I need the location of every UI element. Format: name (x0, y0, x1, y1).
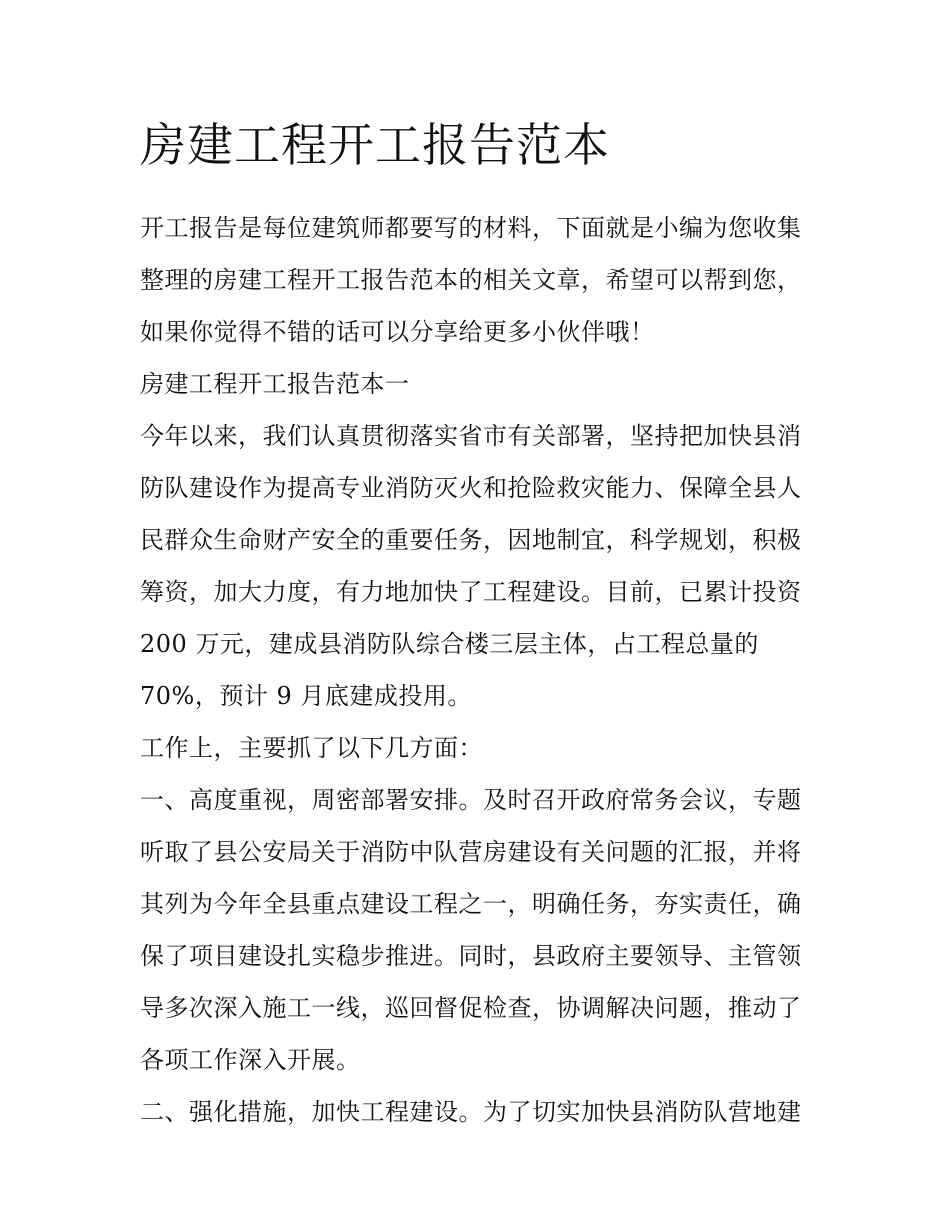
body-line: 工作上，主要抓了以下几方面： (140, 734, 483, 762)
document-body (140, 202, 820, 1138)
body-line: 如果你觉得不错的话可以分享给更多小伙伴哦！ (140, 318, 655, 346)
body-line: 民群众生命财产安全的重要任务，因地制宜，科学规划，积极 (140, 526, 802, 554)
body-line: 听取了县公安局关于消防中队营房建设有关问题的汇报，并将 (140, 838, 802, 866)
body-line: 70%，预计 9 月底建成投用。 (140, 682, 472, 710)
body-line: 一、高度重视，周密部署安排。及时召开政府常务会议，专题 (140, 786, 802, 814)
section-heading: 房建工程开工报告范本一 (140, 370, 410, 398)
body-line: 200 万元，建成县消防队综合楼三层主体，占工程总量的 (140, 630, 759, 658)
body-line: 开工报告是每位建筑师都要写的材料，下面就是小编为您收集 (140, 214, 802, 242)
document-page (140, 110, 820, 1138)
document-title: 房建工程开工报告范本 (140, 118, 610, 172)
body-line: 保了项目建设扎实稳步推进。同时，县政府主要领导、主管领 (140, 942, 802, 970)
body-line: 整理的房建工程开工报告范本的相关文章，希望可以帮到您， (140, 266, 802, 294)
body-line: 防队建设作为提高专业消防灭火和抢险救灾能力、保障全县人 (140, 474, 802, 502)
body-line: 其列为今年全县重点建设工程之一，明确任务，夯实责任，确 (140, 890, 802, 918)
body-line: 筹资，加大力度，有力地加快了工程建设。目前，已累计投资 (140, 578, 802, 606)
body-line: 导多次深入施工一线，巡回督促检查，协调解决问题，推动了 (140, 994, 802, 1022)
body-line: 二、强化措施，加快工程建设。为了切实加快县消防队营地建 (140, 1098, 802, 1126)
body-line: 今年以来，我们认真贯彻落实省市有关部署，坚持把加快县消 (140, 422, 802, 450)
body-line: 各项工作深入开展。 (140, 1046, 361, 1074)
